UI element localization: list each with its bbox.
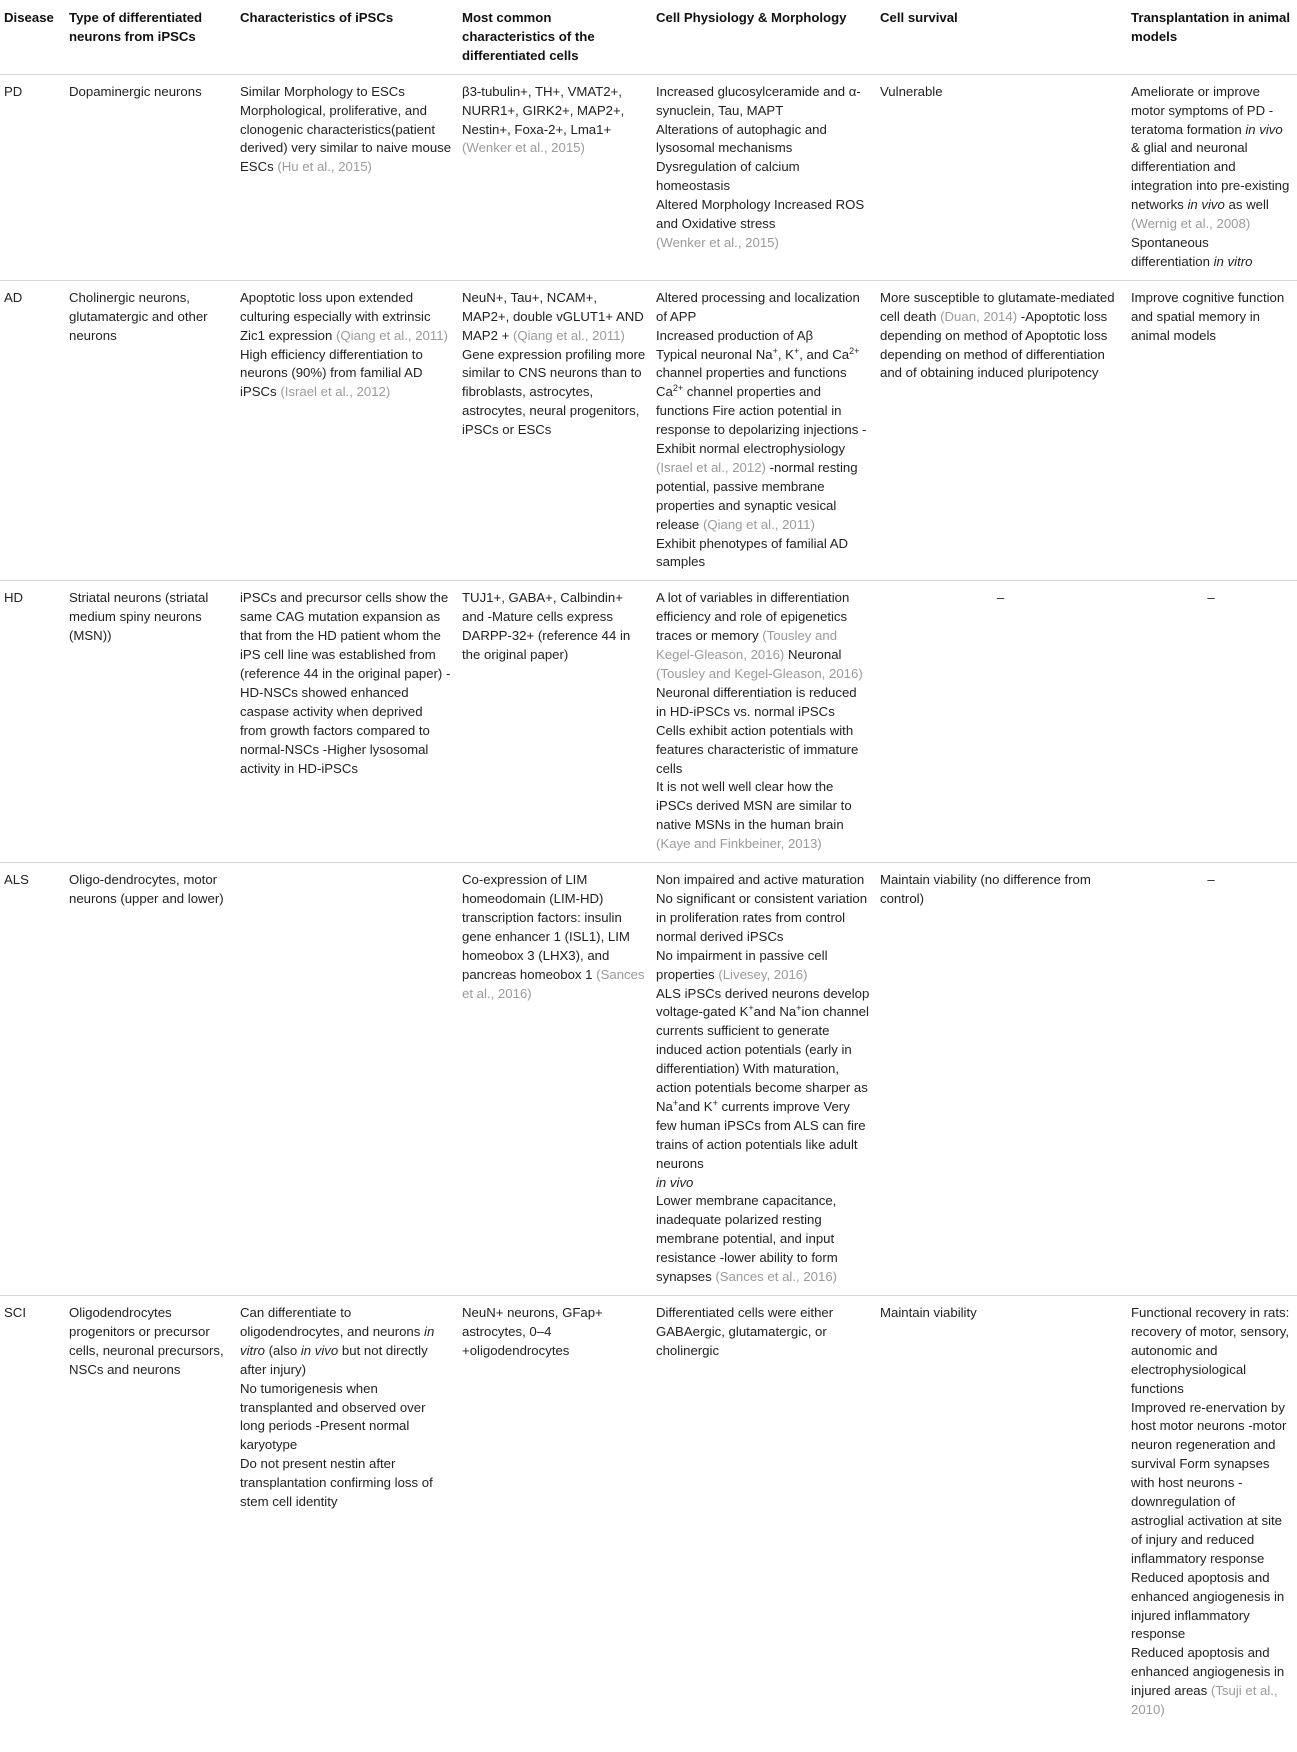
italic-text: in vitro bbox=[1213, 253, 1253, 269]
common-text: Gene expression profiling more similar to CNS neurons than to fibroblasts, astrocytes, astrocytes, neural progenitors, iPSCs or ESCs bbox=[462, 346, 646, 438]
physiology-text: Dysregulation of calcium homeostasis bbox=[656, 159, 800, 194]
physiology-text: ion channel currents sufficient to generate induced action potentials (early in differentiation) With maturation, action potentials become sharper as Na bbox=[656, 1004, 869, 1114]
cell-disease bbox=[0, 1296, 65, 1728]
type-text: Striatal neurons (striatal medium spiny neurons (MSN)) bbox=[69, 590, 209, 644]
cell-type bbox=[65, 1296, 236, 1728]
citation-link[interactable]: (Wenker et al., 2015) bbox=[462, 140, 585, 156]
transplantation-text: Improved re-enervation by host motor neurons -motor neuron regeneration and survival Form synapses with host neurons -downregulation of astroglial activation at site of injury and reduced inflammatory response Reduced apoptosis and enhanced angiogenesis in injured inflammatory response bbox=[1131, 1399, 1287, 1642]
italic-text: in vivo bbox=[300, 1342, 339, 1358]
cell-disease bbox=[0, 280, 65, 581]
disease-label: AD bbox=[4, 289, 23, 305]
transplantation-text: – bbox=[1207, 872, 1215, 888]
cell-characteristics bbox=[236, 581, 458, 863]
citation-link[interactable]: (Tousley and Kegel-Gleason, 2016) bbox=[656, 666, 863, 681]
physiology-text: Altered processing and localization of APP bbox=[656, 289, 860, 324]
citation-link[interactable]: (Sances et al., 2016) bbox=[715, 1269, 838, 1285]
cell-survival bbox=[876, 863, 1127, 1296]
cell-characteristics bbox=[236, 280, 458, 581]
superscript: + bbox=[793, 345, 800, 356]
table-row-als bbox=[0, 863, 1297, 1296]
physiology-text: Neuronal bbox=[787, 647, 842, 663]
citation-link[interactable]: (Qiang et al., 2011) bbox=[512, 327, 625, 343]
cell-common bbox=[458, 863, 652, 1296]
common-text: TUJ1+, GABA+, Calbindin+ and -Mature cells express DARPP-32+ (reference 44 in the original paper) bbox=[462, 590, 631, 663]
cell-transplantation bbox=[1127, 74, 1297, 280]
physiology-text: Exhibit phenotypes of familial AD samples bbox=[656, 535, 849, 570]
superscript: 2+ bbox=[849, 345, 860, 356]
italic-text: in vivo bbox=[1245, 121, 1283, 137]
header-common: Most common characteristics of the differentiated cells bbox=[458, 0, 652, 74]
physiology-text: -normal resting potential, passive membrane properties and synaptic vesical release bbox=[656, 459, 858, 532]
type-text: Cholinergic neurons, glutamatergic and other neurons bbox=[69, 289, 208, 343]
cell-physiology bbox=[652, 581, 876, 863]
header-physiology: Cell Physiology & Morphology bbox=[652, 0, 876, 74]
cell-disease bbox=[0, 74, 65, 280]
cell-survival bbox=[876, 581, 1127, 863]
physiology-text: It is not well well clear how the iPSCs derived MSN are similar to native MSNs in the human brain bbox=[656, 779, 852, 833]
transplantation-text: Spontaneous differentiation bbox=[1131, 234, 1210, 269]
disease-label: HD bbox=[4, 590, 24, 606]
physiology-text: No significant or consistent variation in proliferation rates from control normal derived iPSCs bbox=[656, 890, 868, 944]
cell-survival bbox=[876, 1296, 1127, 1728]
physiology-text: Neuronal differentiation is reduced in HD-iPSCs vs. normal iPSCs bbox=[656, 684, 857, 719]
physiology-text: Typical neuronal Na bbox=[656, 346, 773, 362]
characteristics-text: High efficiency differentiation to neurons (90%) from familial AD iPSCs bbox=[240, 346, 423, 400]
header-survival: Cell survival bbox=[876, 0, 1127, 74]
cell-type bbox=[65, 863, 236, 1296]
survival-text: -Apoptotic loss depending on method of Apoptotic loss depending on method of differentiation and of obtaining induced pluripotency bbox=[880, 308, 1108, 381]
italic-text: in vitro bbox=[240, 1323, 435, 1358]
common-text: NeuN+, Tau+, NCAM+, MAP2+, double vGLUT1+ AND MAP2 + bbox=[462, 289, 644, 343]
cell-characteristics bbox=[236, 74, 458, 280]
physiology-text: No impairment in passive cell properties bbox=[656, 947, 828, 982]
survival-text: – bbox=[996, 590, 1005, 606]
common-text: NeuN+ neurons, GFap+ astrocytes, 0–4 +oligodendrocytes bbox=[462, 1305, 603, 1358]
table-row-pd bbox=[0, 74, 1297, 280]
header-type: Type of differentiated neurons from iPSCs bbox=[65, 0, 236, 74]
transplantation-text: – bbox=[1207, 590, 1215, 606]
physiology-text: currents improve Very few human iPSCs from ALS can fire trains of action potentials like adult neurons bbox=[656, 1098, 866, 1171]
transplantation-text: & glial and neuronal differentiation and integration into pre-existing networks bbox=[1131, 140, 1290, 213]
type-text: Oligodendrocytes progenitors or precursor cells, neuronal precursors, NSCs and neurons bbox=[69, 1305, 224, 1377]
cell-common bbox=[458, 581, 652, 863]
characteristics-text: (also bbox=[268, 1342, 298, 1358]
table-header bbox=[0, 0, 1297, 74]
citation-link[interactable]: (Israel et al., 2012) bbox=[280, 384, 391, 400]
cell-physiology bbox=[652, 1296, 876, 1728]
citation-link[interactable]: (Wernig et al., 2008) bbox=[1131, 216, 1251, 232]
characteristics-text: No tumorigenesis when transplanted and observed over long periods -Present normal karyotype bbox=[240, 1380, 426, 1453]
physiology-text: channel properties and functions Ca bbox=[656, 365, 847, 400]
characteristics-text: Do not present nestin after transplantation confirming loss of stem cell identity bbox=[240, 1456, 433, 1510]
citation-link[interactable]: (Qiang et al., 2011) bbox=[702, 516, 815, 532]
common-text: β3-tubulin+, TH+, VMAT2+, NURR1+, GIRK2+, MAP2+, Nestin+, Foxa-2+, Lma1+ bbox=[462, 83, 625, 137]
physiology-text: ALS iPSCs derived neurons develop voltage-gated K bbox=[656, 985, 870, 1020]
superscript: + bbox=[672, 1097, 679, 1108]
citation-link[interactable]: (Sances et al., 2016) bbox=[462, 966, 645, 1001]
disease-label: SCI bbox=[4, 1305, 26, 1320]
characteristics-text: Apoptotic loss upon extended culturing especially with extrinsic Zic1 expression bbox=[240, 289, 431, 343]
header-transplantation: Transplantation in animal models bbox=[1127, 0, 1297, 74]
cell-transplantation bbox=[1127, 1296, 1297, 1728]
cell-transplantation bbox=[1127, 863, 1297, 1296]
characteristics-text: but not directly after injury) bbox=[240, 1342, 428, 1377]
physiology-text: Increased production of Aβ bbox=[656, 327, 814, 343]
physiology-text: channel properties and functions Fire action potential in response to depolarizing injections -Exhibit normal electrophysiology bbox=[656, 384, 867, 457]
cell-transplantation bbox=[1127, 280, 1297, 581]
citation-link[interactable]: (Kaye and Finkbeiner, 2013) bbox=[656, 836, 822, 852]
physiology-text: Lower membrane capacitance, inadequate polarized resting membrane potential, and input resistance -lower ability to form synapses bbox=[656, 1193, 838, 1285]
survival-text: Maintain viability (no difference from control) bbox=[880, 872, 1091, 906]
cell-type bbox=[65, 581, 236, 863]
survival-text: More susceptible to glutamate-mediated cell death bbox=[880, 289, 1115, 324]
cell-transplantation bbox=[1127, 581, 1297, 863]
disease-label: ALS bbox=[4, 872, 29, 888]
characteristics-text: Can differentiate to oligodendrocytes, and neurons bbox=[240, 1305, 421, 1339]
physiology-text: Cells exhibit action potentials with features characteristic of immature cells bbox=[656, 722, 859, 776]
superscript: + bbox=[772, 345, 778, 356]
cell-characteristics bbox=[236, 1296, 458, 1728]
table-row-ad bbox=[0, 280, 1297, 581]
physiology-text: Increased glucosylceramide and α-synuclein, Tau, MAPT bbox=[656, 83, 861, 118]
superscript: 2+ bbox=[672, 383, 684, 394]
cell-survival bbox=[876, 280, 1127, 581]
characteristics-text: Similar Morphology to ESCs Morphological, proliferative, and clonogenic characteristics(patient derived) very similar to naive mouse ESCs bbox=[240, 83, 452, 175]
transplantation-text: Ameliorate or improve motor symptoms of PD - teratoma formation bbox=[1131, 83, 1274, 137]
physiology-text: and Na bbox=[753, 1004, 797, 1020]
cell-disease bbox=[0, 863, 65, 1296]
cell-common bbox=[458, 280, 652, 581]
cell-survival bbox=[876, 74, 1127, 280]
cell-type bbox=[65, 280, 236, 581]
transplantation-text: as well bbox=[1228, 197, 1269, 213]
cell-disease bbox=[0, 581, 65, 863]
transplantation-text: Reduced apoptosis and enhanced angiogenesis in injured areas bbox=[1131, 1645, 1285, 1699]
table-row-sci bbox=[0, 1296, 1297, 1728]
physiology-text: , and Ca bbox=[799, 346, 850, 362]
superscript: + bbox=[748, 1003, 754, 1014]
physiology-text: Non impaired and active maturation bbox=[656, 872, 865, 888]
citation-link[interactable]: (Tousley and Kegel-Gleason, 2016) bbox=[656, 628, 838, 663]
type-text: Dopaminergic neurons bbox=[69, 83, 202, 99]
cell-type bbox=[65, 74, 236, 280]
cell-common bbox=[458, 74, 652, 280]
physiology-text: Altered Morphology Increased ROS and Oxidative stress bbox=[656, 197, 865, 232]
header-disease: Disease bbox=[0, 0, 65, 74]
cell-physiology bbox=[652, 863, 876, 1296]
physiology-text: A lot of variables in differentiation efficiency and role of epigenetics traces or memory bbox=[656, 590, 850, 644]
disease-label: PD bbox=[4, 83, 23, 99]
citation-link[interactable]: (Wenker et al., 2015) bbox=[656, 234, 779, 250]
citation-link[interactable]: (Tsuji et al., 2010) bbox=[1131, 1683, 1278, 1718]
header-characteristics: Characteristics of iPSCs bbox=[236, 0, 458, 74]
italic-text: in vivo bbox=[656, 1174, 694, 1190]
transplantation-text: Improve cognitive function and spatial memory in animal models bbox=[1131, 289, 1285, 343]
physiology-text: and K bbox=[678, 1098, 713, 1114]
cell-common bbox=[458, 1296, 652, 1728]
header-row bbox=[0, 0, 1297, 74]
citation-link[interactable]: (Livesey, 2016) bbox=[718, 966, 808, 982]
citation-link[interactable]: (Hu et al., 2015) bbox=[277, 159, 372, 175]
physiology-text: Alterations of autophagic and lysosomal mechanisms bbox=[656, 121, 827, 156]
physiology-text: Differentiated cells were either GABAergic, glutamatergic, or cholinergic bbox=[656, 1305, 834, 1358]
survival-text: Vulnerable bbox=[880, 83, 943, 99]
characteristics-text: iPSCs and precursor cells show the same CAG mutation expansion as that from the HD patient whom the iPS cell line was established from (reference 44 in the original paper) -HD-NSCs showed enhanced caspase activity when deprived from growth factors compared to normal-NSCs -Higher lysosomal activity in HD-iPSCs bbox=[240, 590, 451, 776]
table-row-hd bbox=[0, 581, 1297, 863]
superscript: + bbox=[796, 1003, 802, 1014]
physiology-text: , K bbox=[777, 346, 794, 362]
survival-text: Maintain viability bbox=[880, 1305, 977, 1320]
common-text: Co-expression of LIM homeodomain (LIM-HD) transcription factors: insulin gene enhancer 1 (ISL1), LIM homeobox 3 (LHX3), and pancreas homeobox 1 bbox=[462, 872, 630, 982]
superscript: + bbox=[712, 1097, 718, 1108]
italic-text: in vivo bbox=[1187, 197, 1225, 213]
citation-link[interactable]: (Israel et al., 2012) bbox=[656, 459, 766, 475]
transplantation-text: Functional recovery in rats: recovery of motor, sensory, autonomic and electrophysiological functions bbox=[1131, 1305, 1290, 1396]
citation-link[interactable]: (Duan, 2014) bbox=[940, 308, 1018, 324]
cell-characteristics bbox=[236, 863, 458, 1296]
type-text: Oligo-dendrocytes, motor neurons (upper and lower) bbox=[69, 872, 224, 906]
citation-link[interactable]: (Qiang et al., 2011) bbox=[336, 327, 448, 343]
cell-physiology bbox=[652, 280, 876, 581]
cell-physiology bbox=[652, 74, 876, 280]
